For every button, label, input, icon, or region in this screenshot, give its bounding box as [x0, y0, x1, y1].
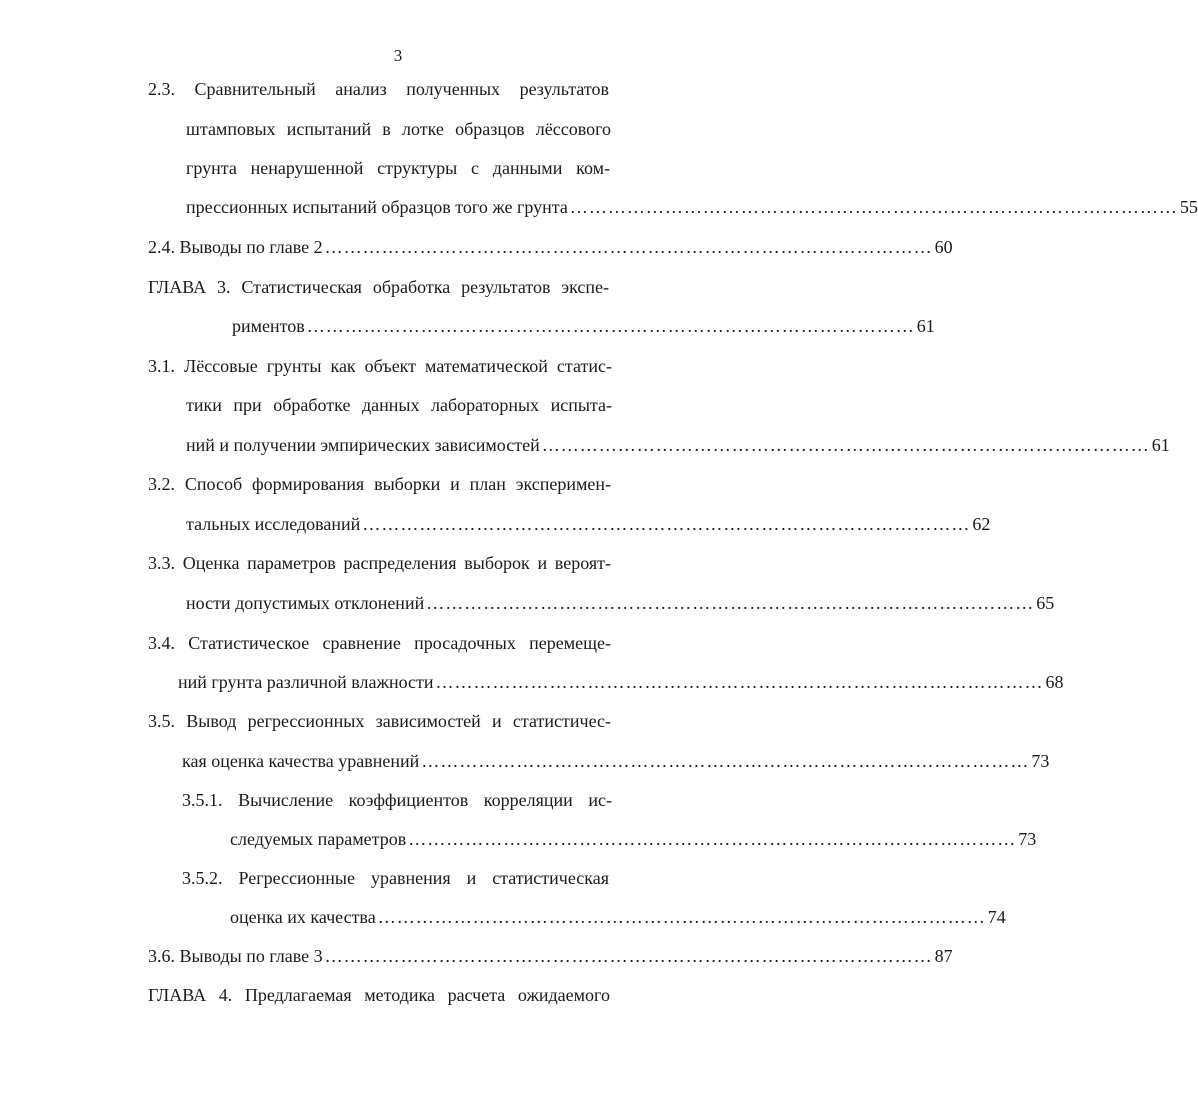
toc-entry-page: 65	[1036, 593, 1055, 613]
toc-entry-title: 3.6. Выводы по главе 3	[148, 946, 323, 966]
dot-leader: ……………………………………………………………………………………	[426, 593, 1035, 613]
dot-leader: ……………………………………………………………………………………	[324, 237, 933, 257]
dot-leader: ……………………………………………………………………………………	[324, 946, 933, 966]
toc-entry-page: 74	[987, 907, 1006, 927]
toc-entry-title: ности допустимых отклонений	[186, 593, 425, 613]
toc-entry-title: следуемых параметров	[230, 829, 407, 849]
toc-entry	[178, 671, 1064, 693]
toc-line: 3.4. Статистическое сравнение просадочных перемеще-	[148, 633, 611, 653]
toc-entry-page: 61	[916, 316, 935, 336]
toc-entry	[186, 592, 1055, 614]
page-number: 3	[393, 46, 403, 65]
toc-entry	[186, 513, 991, 535]
toc-line: штамповых испытаний в лотке образцов лёссового	[186, 119, 611, 139]
toc-entry	[148, 945, 953, 967]
toc-entry-title: ний и получении эмпирических зависимостей	[186, 435, 540, 455]
toc-entry-page: 60	[934, 237, 953, 257]
toc-entry-title: ний грунта различной влажности	[178, 672, 434, 692]
toc-entry-page: 62	[972, 514, 991, 534]
dot-leader: ……………………………………………………………………………………	[541, 435, 1150, 455]
dot-leader: ……………………………………………………………………………………	[569, 197, 1178, 217]
toc-line: 3.2. Способ формирования выборки и план эксперимен-	[148, 474, 611, 494]
toc-entry	[186, 434, 1170, 456]
toc-entry-title: прессионных испытаний образцов того же грунта	[186, 197, 568, 217]
toc-entry-title: кая оценка качества уравнений	[182, 751, 420, 771]
toc-entry-page: 87	[934, 946, 953, 966]
toc-entry	[230, 828, 1037, 850]
toc-entry-page: 55	[1179, 197, 1198, 217]
dot-leader: ……………………………………………………………………………………	[377, 907, 986, 927]
toc-line: 3.1. Лёссовые грунты как объект математической статис-	[148, 356, 612, 376]
dot-leader: ……………………………………………………………………………………	[435, 672, 1044, 692]
toc-entry-page: 73	[1018, 829, 1037, 849]
toc-line: тики при обработке данных лабораторных испыта-	[186, 395, 612, 415]
toc-entry	[148, 236, 953, 258]
toc-line: ГЛАВА 3. Статистическая обработка результатов экспе-	[148, 277, 609, 297]
toc-line: 2.3. Сравнительный анализ полученных результатов	[148, 79, 609, 99]
toc-line: 3.3. Оценка параметров распределения выборок и вероят-	[148, 553, 611, 573]
toc-line: 3.5.1. Вычисление коэффициентов корреляции ис-	[182, 790, 612, 810]
toc-entry	[230, 906, 1006, 928]
toc-entry-title: 2.4. Выводы по главе 2	[148, 237, 323, 257]
toc-entry-title: тальных исследований	[186, 514, 361, 534]
dot-leader: ……………………………………………………………………………………	[408, 829, 1017, 849]
toc-entry-page: 61	[1151, 435, 1170, 455]
toc-entry-page: 73	[1031, 751, 1050, 771]
toc-line: грунта ненарушенной структуры с данными ком-	[186, 158, 610, 178]
toc-entry	[186, 196, 1198, 218]
toc-line: 3.5. Вывод регрессионных зависимостей и статистичес-	[148, 711, 611, 731]
dot-leader: ……………………………………………………………………………………	[362, 514, 971, 534]
toc-entry	[232, 315, 935, 337]
toc-entry	[182, 750, 1050, 772]
toc-entry-title: оценка их качества	[230, 907, 376, 927]
dot-leader: ……………………………………………………………………………………	[306, 316, 915, 336]
toc-line: ГЛАВА 4. Предлагаемая методика расчета ожидаемого	[148, 985, 610, 1005]
dot-leader: ……………………………………………………………………………………	[421, 751, 1030, 771]
toc-entry-page: 68	[1045, 672, 1064, 692]
toc-entry-title: риментов	[232, 316, 305, 336]
toc-line: 3.5.2. Регрессионные уравнения и статистическая	[182, 868, 609, 888]
